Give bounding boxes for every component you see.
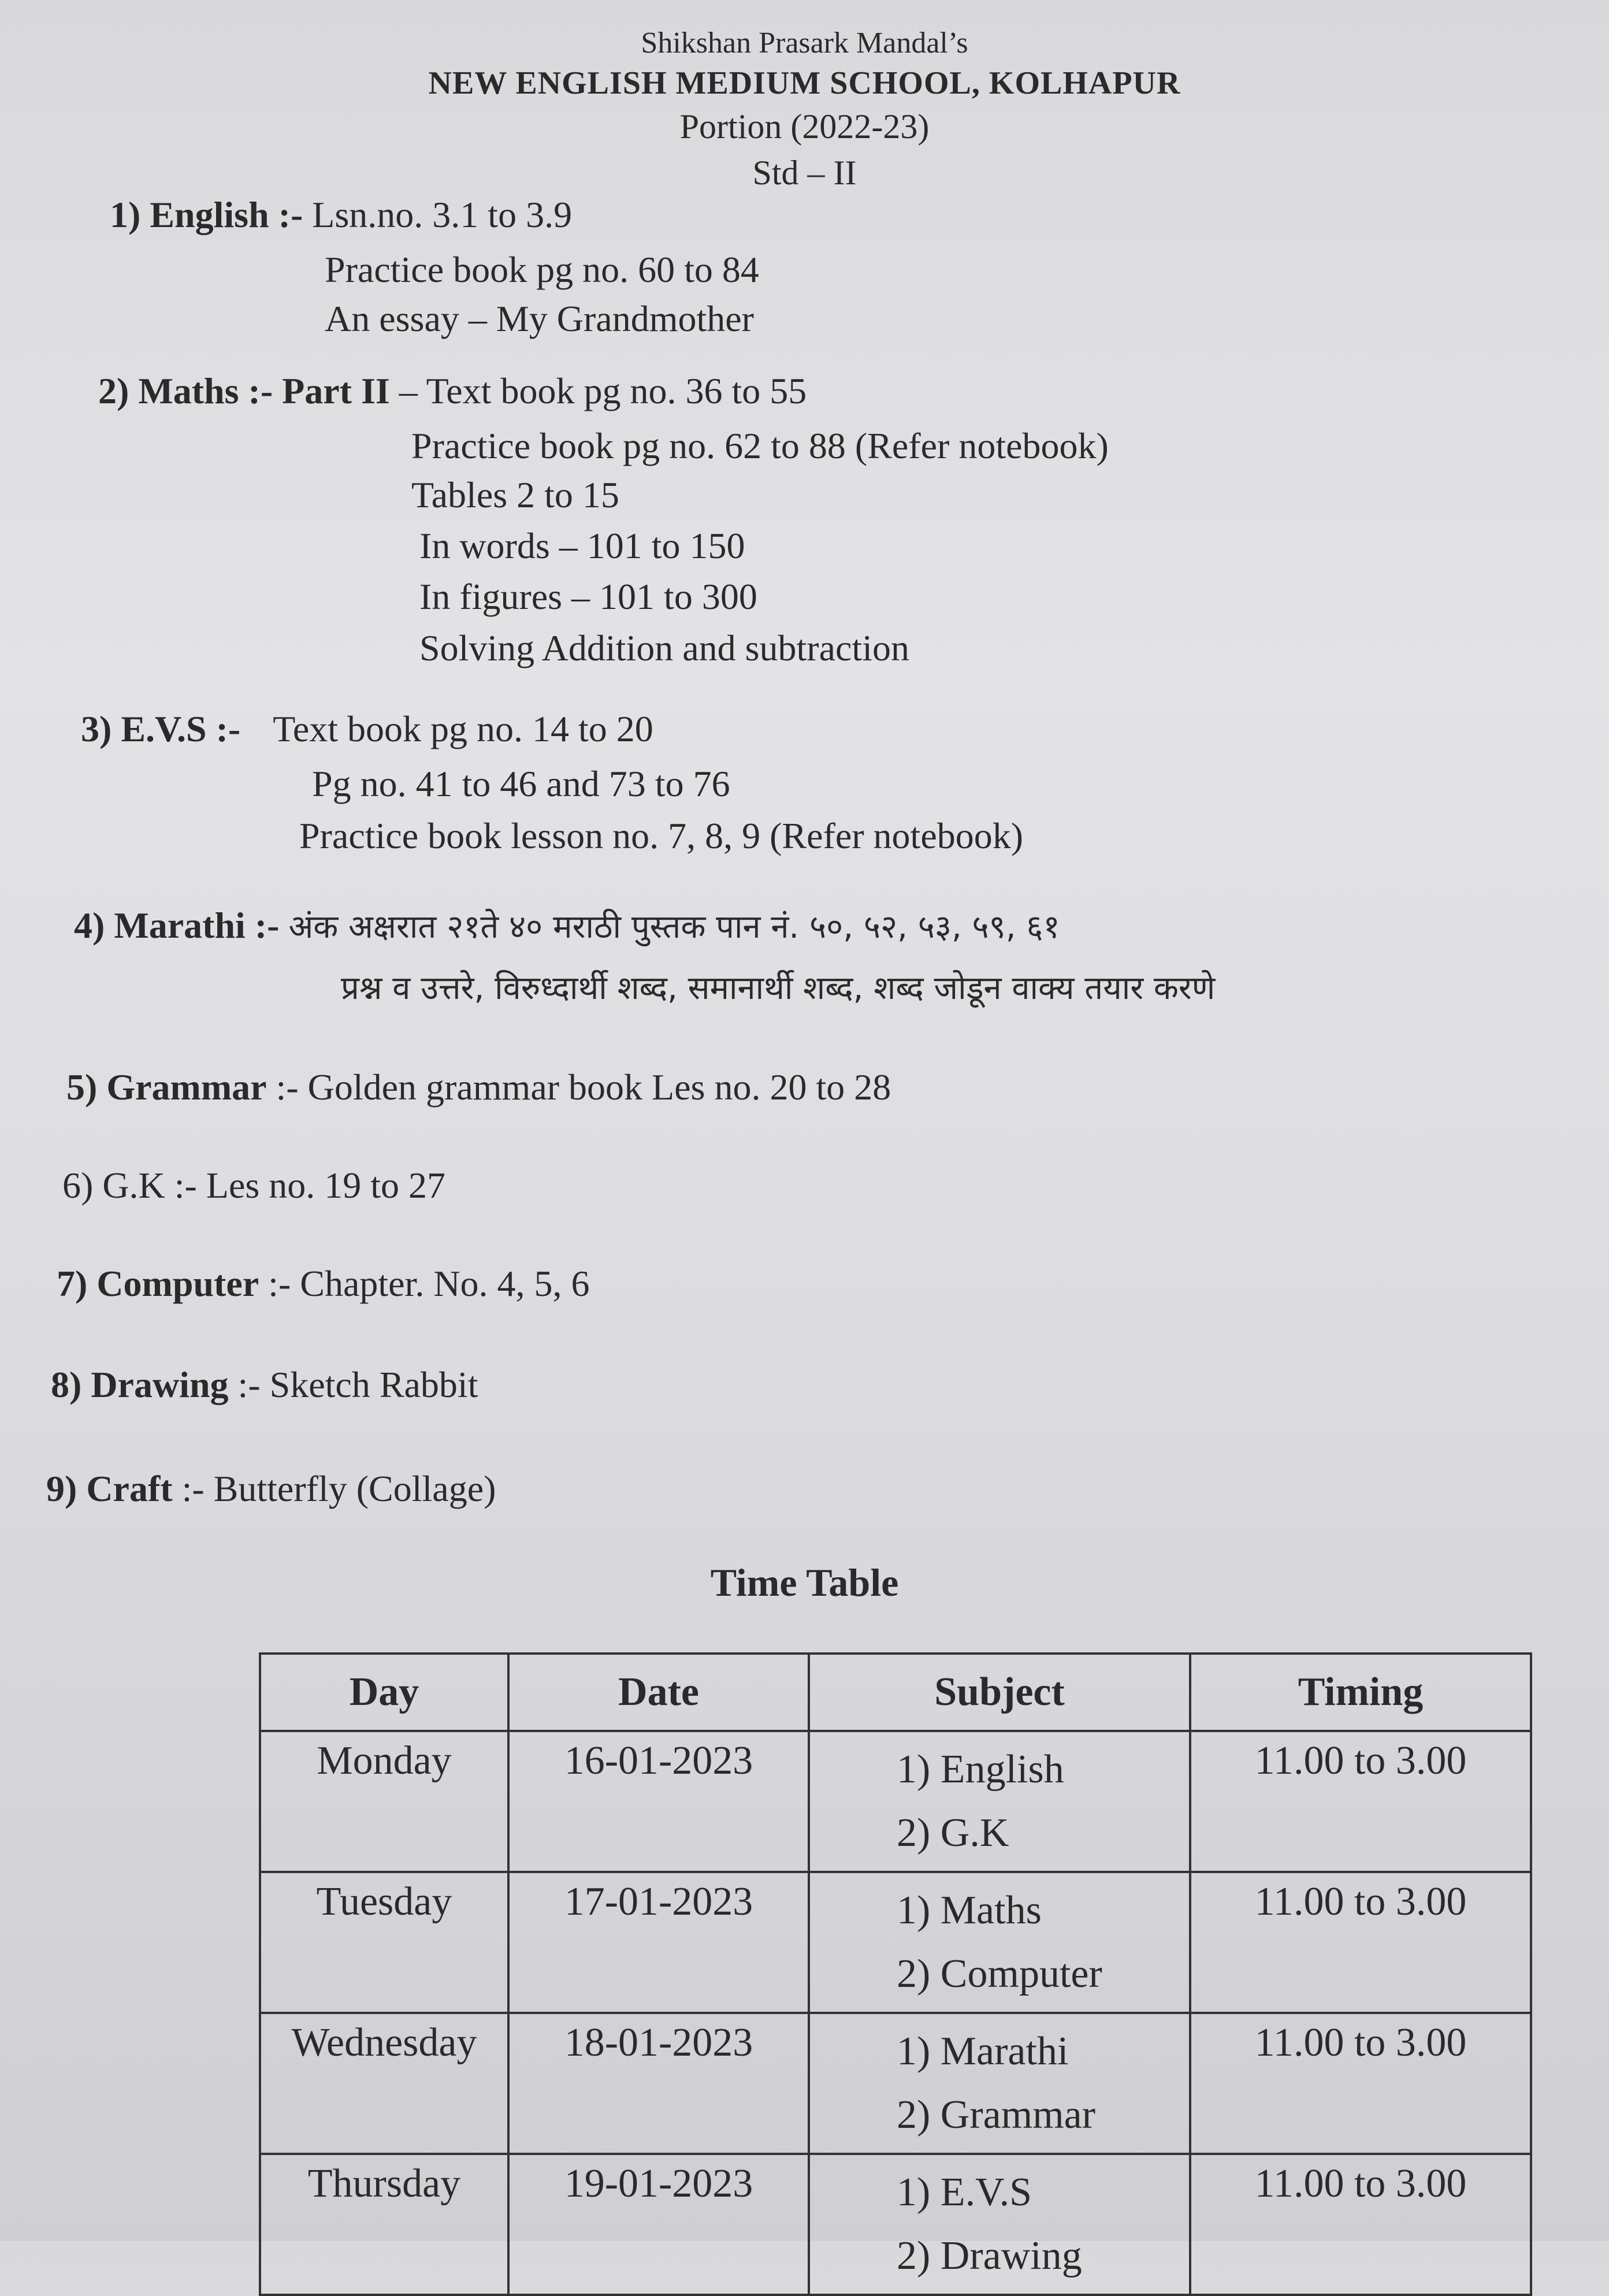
section-subject: English :- [150, 194, 303, 235]
section-line: Text book pg no. 14 to 20 [273, 708, 653, 749]
section-line: Pg no. 41 to 46 and 73 to 76 [312, 763, 730, 804]
section-number: 8) [51, 1364, 82, 1405]
cell-timing: 11.00 to 3.00 [1190, 1872, 1531, 2013]
section-evs [81, 708, 653, 749]
section-english [110, 196, 572, 233]
section-number: 3) [81, 708, 112, 749]
section-line: :- Chapter. No. 4, 5, 6 [268, 1263, 590, 1304]
section-number: 5) [66, 1067, 98, 1108]
section-number: 4) [74, 905, 105, 946]
cell-date: 18-01-2023 [508, 2013, 809, 2154]
cell-timing: 11.00 to 3.00 [1190, 2013, 1531, 2154]
section-subject: Craft [86, 1468, 173, 1509]
section-line: प्रश्न व उत्तरे, विरुध्दार्थी शब्द, समानार्थी शब्द, शब्द जोडून वाक्य तयार करणे [341, 969, 1216, 1007]
section-line: Solving Addition and subtraction [419, 627, 909, 668]
section-craft [46, 1470, 496, 1507]
section-computer [57, 1265, 590, 1302]
cell-date: 19-01-2023 [508, 2154, 809, 2295]
section-number: 1) [110, 194, 141, 235]
header-date: Date [508, 1654, 809, 1731]
cell-subject [809, 1872, 1190, 2013]
section-subject: Drawing [91, 1364, 229, 1405]
table-row [260, 1872, 1531, 2013]
subject-1: 1) Marathi [897, 2029, 1069, 2074]
section-line: In words – 101 to 150 [419, 525, 745, 566]
society-name: Shikshan Prasark Mandal’s [641, 27, 968, 60]
timetable [259, 1652, 1532, 2296]
section-subject: Marathi :- [114, 905, 280, 946]
section-line: An essay – My Grandmother [325, 298, 754, 339]
section-line: अंक अक्षरात २१ते ४० मराठी पुस्तक पान नं. ५०, ५२, ५३, ५९, ६१ [288, 908, 1060, 946]
subject-2: 2) Grammar [897, 2093, 1096, 2137]
section-subject: Grammar [106, 1067, 267, 1108]
section-drawing [51, 1366, 478, 1403]
cell-subject [809, 2013, 1190, 2154]
section-gk [62, 1167, 445, 1204]
section-line: Practice book pg no. 62 to 88 (Refer notebook) [411, 425, 1109, 466]
header-timing: Timing [1190, 1654, 1531, 1731]
section-line: Tables 2 to 15 [411, 474, 619, 515]
section-number: 6) [62, 1165, 94, 1206]
section-subject: G.K [102, 1165, 165, 1206]
table-row [260, 2013, 1531, 2154]
subject-2: 2) G.K [897, 1811, 1009, 1855]
section-maths [98, 370, 807, 411]
header-subject: Subject [809, 1654, 1190, 1731]
section-line: Lsn.no. 3.1 to 3.9 [312, 194, 573, 235]
cell-timing: 11.00 to 3.00 [1190, 1731, 1531, 1872]
portion-year: Portion (2022-23) [679, 107, 930, 146]
section-marathi [74, 907, 1060, 944]
cell-subject [809, 2154, 1190, 2295]
cell-date: 17-01-2023 [508, 1872, 809, 2013]
section-number: 2) [98, 370, 129, 411]
section-line: :- Golden grammar book Les no. 20 to 28 [276, 1067, 891, 1108]
section-line: :- Sketch Rabbit [237, 1364, 478, 1405]
cell-subject [809, 1731, 1190, 1872]
header-day: Day [260, 1654, 508, 1731]
subject-2: 2) Computer [897, 1952, 1102, 1996]
section-line: Practice book pg no. 60 to 84 [325, 249, 759, 290]
cell-day: Thursday [260, 2154, 508, 2295]
section-subject: Maths :- Part II [138, 370, 390, 411]
school-name: NEW ENGLISH MEDIUM SCHOOL, KOLHAPUR [428, 65, 1181, 101]
standard: Std – II [752, 154, 857, 192]
table-row [260, 1731, 1531, 1872]
section-line: Practice book lesson no. 7, 8, 9 (Refer notebook) [299, 815, 1024, 856]
section-line: – Text book pg no. 36 to 55 [399, 370, 807, 411]
table-header-row [260, 1654, 1531, 1731]
section-line: :- Les no. 19 to 27 [174, 1165, 446, 1206]
cell-day: Wednesday [260, 2013, 508, 2154]
subject-1: 1) E.V.S [897, 2170, 1032, 2215]
section-number: 9) [46, 1468, 77, 1509]
subject-1: 1) Maths [897, 1888, 1042, 1933]
table-row [260, 2154, 1531, 2295]
section-line: In figures – 101 to 300 [419, 576, 757, 617]
section-subject: Computer [96, 1263, 259, 1304]
section-grammar [66, 1069, 891, 1106]
timetable-title: Time Table [710, 1561, 899, 1604]
section-subject: E.V.S :- [121, 708, 241, 749]
section-line: :- Butterfly (Collage) [181, 1468, 496, 1509]
subject-1: 1) English [897, 1747, 1064, 1792]
cell-day: Monday [260, 1731, 508, 1872]
section-number: 7) [57, 1263, 88, 1304]
cell-timing: 11.00 to 3.00 [1190, 2154, 1531, 2295]
cell-date: 16-01-2023 [508, 1731, 809, 1872]
cell-day: Tuesday [260, 1872, 508, 2013]
subject-2: 2) Drawing [897, 2234, 1082, 2278]
